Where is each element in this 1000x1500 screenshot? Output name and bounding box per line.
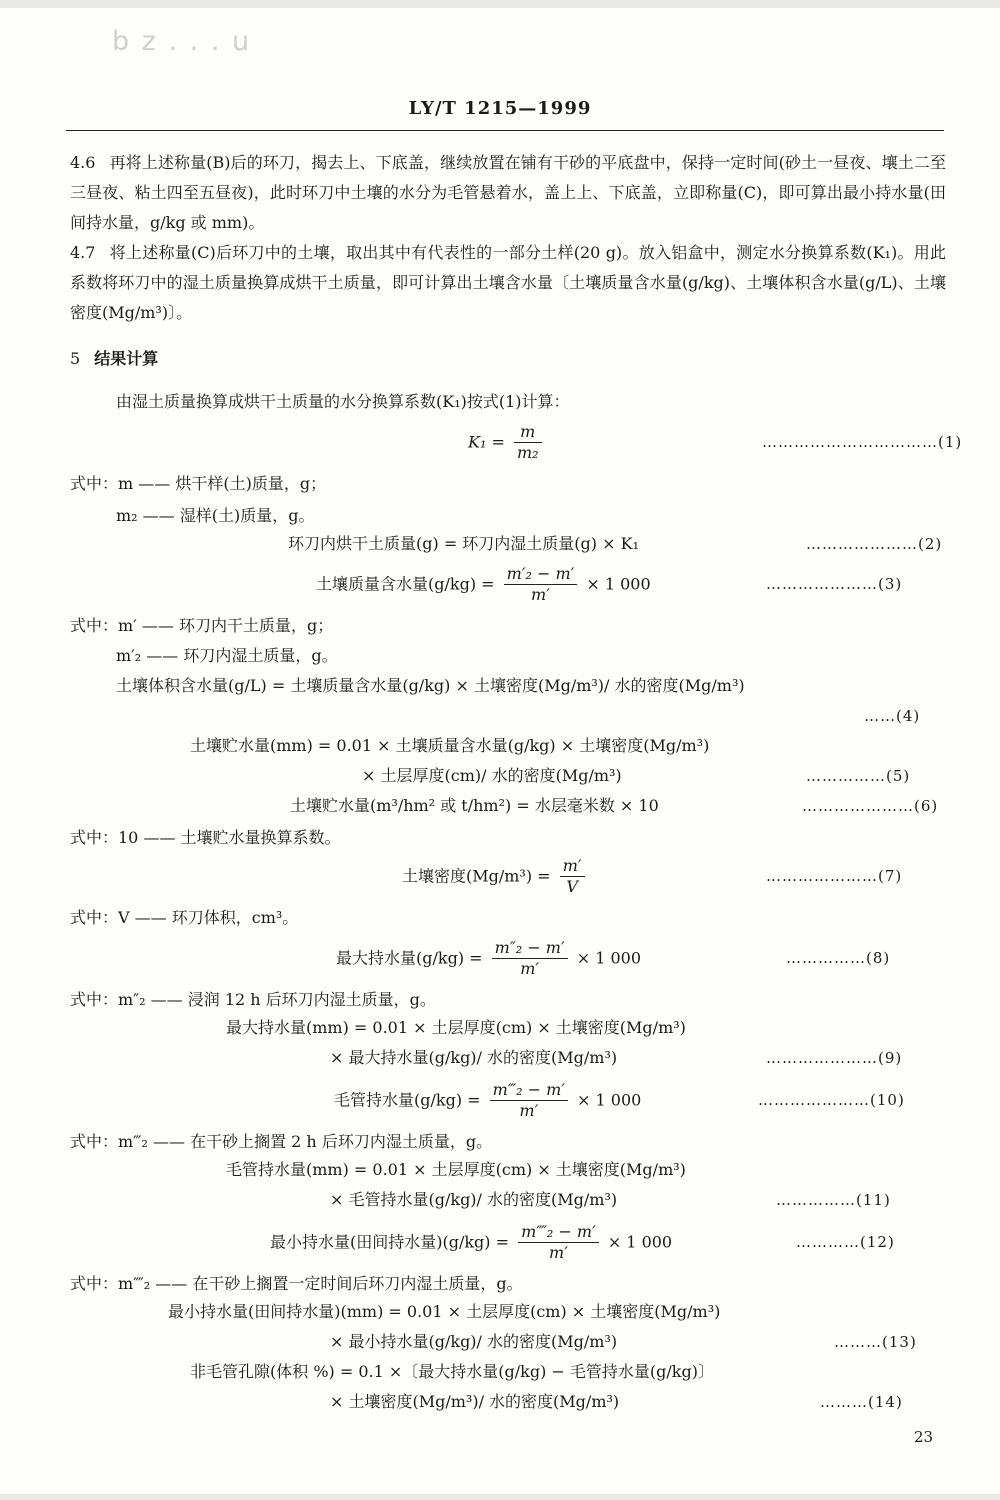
eq-label-1: ……………………………(1) — [762, 433, 963, 451]
eq-label-10: …………………(10) — [758, 1091, 905, 1109]
equation-5-line-2: × 土层厚度(cm)/ 水的密度(Mg/m³) — [362, 766, 622, 785]
numerator: m⁗₂ − m′ — [518, 1222, 599, 1243]
equation-3 — [316, 564, 651, 605]
equation-6: 土壤贮水量(m³/hm² 或 t/hm²) = 水层毫米数 × 10 — [290, 796, 659, 815]
eq-label-6: …………………(6) — [802, 797, 939, 815]
where-3b: m′₂ —— 环刀内湿土质量，g。 — [116, 646, 338, 665]
eq-label-7: …………………(7) — [766, 867, 903, 885]
eq-lhs: K₁ = — [468, 432, 505, 452]
clause-text: 再将上述称量(B)后的环刀，揭去上、下底盖，继续放置在铺有干砂的平底盘中，保持一定时间(砂土一昼夜、壤土二至三昼夜、粘土四至五昼夜)，此时环刀中土壤的水分为毛管悬着水，盖上上、下底盖，立即称量(C)，即可算出最小持水量(田间持水量，g/kg 或 mm)。 — [70, 153, 946, 232]
denominator: m′ — [520, 959, 540, 978]
eq-label-11: ……………(11) — [776, 1191, 891, 1209]
where-10: 式中：m‴₂ —— 在干砂上搁置 2 h 后环刀内湿土质量，g。 — [70, 1132, 493, 1151]
equation-10 — [334, 1080, 641, 1121]
section-number: 5 — [70, 349, 81, 368]
where-3a: 式中：m′ —— 环刀内干土质量，g； — [70, 616, 334, 635]
equation-1 — [468, 422, 546, 463]
standard-header: LY/T 1215—1999 — [408, 98, 592, 119]
clause-4-7 — [70, 238, 946, 328]
intro-text: 由湿土质量换算成烘干土质量的水分换算系数(K₁)按式(1)计算： — [116, 392, 570, 411]
where-7: 式中：V —— 环刀体积，cm³。 — [70, 908, 299, 927]
equation-11-line-1: 毛管持水量(mm) = 0.01 × 土层厚度(cm) × 土壤密度(Mg/m³) — [226, 1160, 686, 1179]
eq-lhs: 最小持水量(田间持水量)(g/kg) = — [270, 1232, 510, 1252]
eq-lhs: 土壤密度(Mg/m³) = — [402, 866, 551, 886]
eq-label-13: ………(13) — [834, 1333, 917, 1351]
clause-4-6 — [70, 148, 946, 238]
eq-rhs: × 1 000 — [576, 948, 641, 968]
eq-rhs: × 1 000 — [586, 574, 651, 594]
fraction — [492, 938, 568, 979]
eq-label-8: ……………(8) — [786, 949, 891, 967]
denominator: m₂ — [516, 443, 539, 462]
fraction — [514, 422, 542, 463]
header-rule — [66, 130, 944, 131]
equation-13-line-2: × 最小持水量(g/kg)/ 水的密度(Mg/m³) — [330, 1332, 618, 1351]
fraction — [504, 564, 578, 605]
eq-lhs: 最大持水量(g/kg) = — [336, 948, 483, 968]
eq-label-14: ………(14) — [820, 1393, 903, 1411]
equation-4: 土壤体积含水量(g/L) = 土壤质量含水量(g/kg) × 土壤密度(Mg/m³)/ 水的密度(Mg/m³) — [116, 676, 745, 695]
page-number: 23 — [914, 1428, 934, 1446]
denominator: m′ — [549, 1243, 568, 1262]
equation-11-line-2: × 毛管持水量(g/kg)/ 水的密度(Mg/m³) — [330, 1190, 618, 1209]
equation-8 — [336, 938, 641, 979]
section-5-heading — [70, 346, 158, 369]
eq-rhs: × 1 000 — [577, 1090, 642, 1110]
where-8: 式中：m″₂ —— 浸润 12 h 后环刀内湿土质量，g。 — [70, 990, 436, 1009]
clause-text: 将上述称量(C)后环刀中的土壤，取出其中有代表性的一部分土样(20 g)。放入铝盒中，测定水分换算系数(K₁)。用此系数将环刀中的湿土质量换算成烘干土质量，即可计算出土壤含水量〔土壤质量含水量(g/kg)、土壤体积含水量(g/L)、土壤密度(Mg/m³)〕。 — [70, 243, 946, 322]
equation-13-line-1: 最小持水量(田间持水量)(mm) = 0.01 × 土层厚度(cm) × 土壤密度(Mg/m³) — [168, 1302, 721, 1321]
numerator: m′ — [560, 856, 585, 877]
equation-7 — [402, 856, 589, 897]
numerator: m — [514, 422, 542, 443]
eq-label-4: ……(4) — [864, 707, 921, 725]
fraction — [518, 1222, 599, 1263]
eq-label-9: …………………(9) — [766, 1049, 903, 1067]
eq-rhs: × 1 000 — [607, 1232, 673, 1252]
watermark: b z . . . u — [112, 26, 252, 57]
equation-9-line-1: 最大持水量(mm) = 0.01 × 土层厚度(cm) × 土壤密度(Mg/m³) — [226, 1018, 686, 1037]
scan-edge-bottom — [0, 1494, 1000, 1500]
denominator: V — [566, 877, 578, 896]
denominator: m′ — [519, 1101, 539, 1120]
clause-number: 4.6 — [70, 153, 96, 172]
equation-2: 环刀内烘干土质量(g) = 环刀内湿土质量(g) × K₁ — [288, 534, 639, 553]
eq-lhs: 毛管持水量(g/kg) = — [334, 1090, 481, 1110]
equation-5-line-1: 土壤贮水量(mm) = 0.01 × 土壤质量含水量(g/kg) × 土壤密度(Mg/m³) — [190, 736, 710, 755]
where-6: 式中：10 —— 土壤贮水量换算系数。 — [70, 828, 341, 847]
equation-14-line-1: 非毛管孔隙(体积 %) = 0.1 ×〔最大持水量(g/kg) − 毛管持水量(g/kg)〕 — [190, 1362, 714, 1381]
denominator: m′ — [531, 585, 550, 604]
eq-label-2: …………………(2) — [806, 535, 943, 553]
scan-edge-top — [0, 0, 1000, 8]
equation-14-line-2: × 土壤密度(Mg/m³)/ 水的密度(Mg/m³) — [330, 1392, 620, 1411]
eq-label-5: ……………(5) — [806, 767, 911, 785]
fraction — [560, 856, 585, 897]
numerator: m′₂ − m′ — [504, 564, 578, 585]
numerator: m‴₂ − m′ — [490, 1080, 568, 1101]
fraction — [490, 1080, 568, 1121]
eq-label-3: …………………(3) — [766, 575, 903, 593]
where-12: 式中：m⁗₂ —— 在干砂上搁置一定时间后环刀内湿土质量，g。 — [70, 1274, 523, 1293]
eq-label-12: …………(12) — [796, 1233, 895, 1251]
section-title: 结果计算 — [94, 349, 159, 368]
eq-lhs: 土壤质量含水量(g/kg) = — [316, 574, 495, 594]
numerator: m″₂ − m′ — [492, 938, 568, 959]
equation-12 — [270, 1222, 672, 1263]
where-1a: 式中：m —— 烘干样(土)质量，g； — [70, 474, 327, 493]
where-1b: m₂ —— 湿样(土)质量，g。 — [116, 506, 315, 525]
clause-number: 4.7 — [70, 243, 96, 262]
equation-9-line-2: × 最大持水量(g/kg)/ 水的密度(Mg/m³) — [330, 1048, 618, 1067]
